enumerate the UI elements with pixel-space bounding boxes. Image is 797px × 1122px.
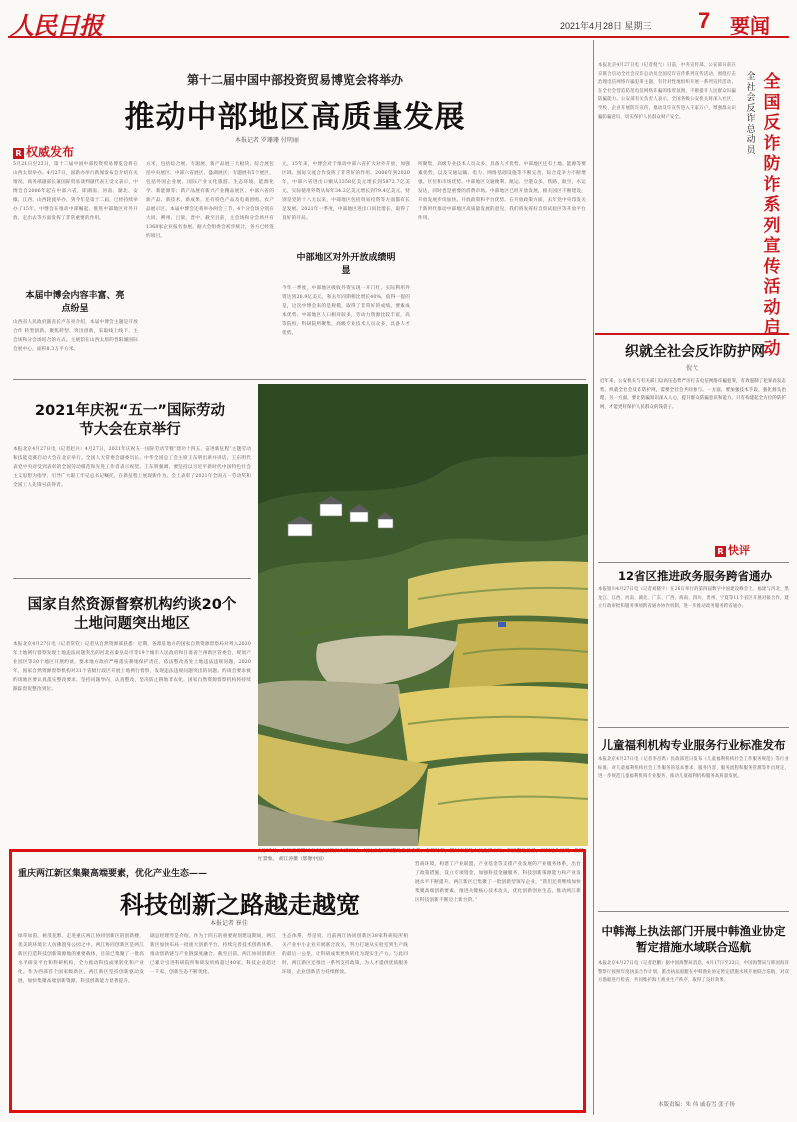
lead-col-3: 元，15年来，中博会对于推动中部六省扩大对外开放，加强区域、国际交流合作发挥了非常好的作用。2006年到2020年，中部六省进出口额从3358亿美元增长到5872.7亿美元，实际使用外资从每年34.2亿美元增长到79.4亿美元。特别是党的十八大以来，中部地区包括贸易投资等方面都有长足发展。2021年一季度，中部地区进出口同比增长，取得了良好的开局。 (282, 162, 410, 221)
issue-date: 2021年4月28日 星期三 (560, 21, 652, 31)
page-editors: 本版责编：朱 伟 戚春雪 张子扬 (658, 1102, 735, 1108)
commentary-author: 倪弋 (686, 365, 699, 372)
lead-byline: 本报记者 罗珊珊 付明丽 (235, 137, 299, 144)
commentary-badge-text: 快评 (728, 544, 750, 557)
commentary-badge (715, 542, 750, 558)
quick-comment-mark-icon: R (715, 546, 726, 557)
story-12-headline: 12省区推进政务服务跨省通办 (617, 569, 772, 583)
lead-col-4: 所聚集，高级专业技术人员众多，具备人才优势。中部地区还有土地、能源等要素优势，以及交通运输、电力、网络基础设施等不断完善，综合竞争力不断增强。区位和市场优势。中部地区交通便利，航运、空港众多，铁路、航空、水运发达，同时也是重要的消费市场。中部地区已经开放发展，相关园区不断建设，开放发展步伐加快。开放政策和平台优势。在开放政策方面，去年党中央印发关于新时代推动中部地区高质量发展的意见，我们将发挥好自贸试验区等开放平台作用。 (418, 162, 586, 221)
science-col-1: 绿草如茵，树茂花繁。走进重庆两江协同创新区的创新楼，优美的环境让人仿佛置身公园之中。两江协同创新区是两江新区打造科技创新策源地的重要载体，目前已集聚了一批高水平研发平台和科研机构，全力推动科技成果转化和产业化。作为西部首个国家级新区，两江新区坚持创新驱动发展，加快集聚高端创新资源，科技创新能力显著提升。 (18, 934, 144, 984)
story-child-headline: 儿童福利机构专业服务行业标准发布 (601, 738, 786, 752)
science-kicker: 重庆两江新区集聚高端要素，优化产业生态—— (18, 869, 208, 879)
column-divider (593, 40, 594, 1115)
antifraud-vertical-title: 全国反诈防诈系列宣传活动启动 (763, 72, 781, 359)
commentary-body: 近年来，公安机关与有关部门以高压态势严厉打击电信网络诈骗犯罪，有效遏制了犯罪高发态势。织就全社会反诈防护网，需要全社会共同参与。一方面，要加强技术手段，强化源头治理；另一方面，要让防骗知识深入人心，提升群众防骗意识和能力。只有构建起全方位的防护网，才能更好保护人民群众的钱袋子。 (600, 379, 786, 410)
page-number: 7 (698, 8, 711, 33)
lead-subhead-1: 本届中博会内容丰富、亮点纷呈 (25, 291, 125, 314)
photo-credit: 胡江涛摄（影像中国） (278, 856, 327, 862)
antifraud-body: 本报北京4月27日电（记者倪弋）日前，中央宣传部、公安部日前在京联合启动全社会反诈总动员全国反诈宣传系列宣传活动，围绕打击治理电信网络诈骗犯罪主题，有针对性地组织开展一系列宣传活动，在全社会营造防范电信网络诈骗的浓厚氛围，不断提升人民群众识骗防骗能力。公安部有关负责人表示，全国各级公安机关将深入社区、学校、企业开展防诈宣传，推动反诈宣传进入千家万户，增强群众识骗防骗意识，切实保护人民群众财产安全。 (598, 63, 736, 120)
science-col-2: 副总经理琴是介绍。作为十四五的重要规划建设期间，两江新区加快布局一批重大创新平台，持续完善技术创新体系，推动创新链与产业链深度融合。截至目前，两江协同创新区已累计引进科研院所和研发机构超过40家，科技企业超过一千家，创新生态不断优化。 (150, 934, 276, 975)
lead-headline: 推动中部地区高质量发展 (124, 100, 466, 135)
masthead (8, 6, 789, 38)
photo-caption-text: 4月25日，在江西省赣州市安远县镇岗乡梯田村，村民正在田间整地准备春耕。春耕时节，赣州市各地农民抢抓农时，积极整地备播，田间地头呈现一派繁忙景象。 (258, 849, 584, 862)
newspaper-logo: 人民日报 (10, 11, 102, 40)
lead-kicker: 第十二届中国中部投资贸易博览会将举办 (186, 73, 403, 87)
mayday-headline: 2021年庆祝“五一”国际劳动节大会在京举行 (35, 403, 225, 438)
lead-bottom-rule (13, 379, 586, 380)
antifraud-vertical-kicker: 全社会反诈总动员 (746, 72, 756, 156)
science-byline: 本报记者 崔佳 (210, 920, 248, 927)
story-fishery-body: 本报北京4月27日电（记者赵鹏）据中国海警局消息，4月17日至23日，中国海警局与韩国海洋警察厅按照年度执法合作计划，派出执法船艇在中韩渔业协定暂定措施水域开展联合巡航，对双方渔船进行检查，共同维护海上渔业生产秩序，取得了良好效果。 (598, 961, 789, 984)
science-col-3: 生态体系，琴是说，目前两江协同创新区38家科研院所相关产业中小企业开展联合攻关，努力打通从实验室到生产线的最后一公里，让科研成果更快转化为现实生产力。与此同时，两江新区还推出一系列支持政策，为人才提供优质服务环境，企业创新活力持续释放。 (282, 934, 408, 975)
lead-subhead-2: 中部地区对外开放成绩明显 (296, 253, 396, 276)
section-label-text: 权威发布 (26, 145, 75, 159)
right-rule-2 (598, 727, 789, 728)
story-12-body: 本报银川4月27日电（记者刘晓宇）在26日举行的第四届数字中国建设峰会上，福建与河北、黑龙江、江西、河南、湖北、广东、广西、海南、四川、贵州、宁夏等11个省区开展对接合作，建立行政审批和服务事项跨省通办协作机制，进一步推动政务服务跨省通办。 (598, 587, 789, 610)
land-body: 本报北京4月27日电（记者常钦）记者从自然资源部获悉：近期，各派驻地方的国家自然资源督察局对列入2020年土地例行督察发现土地违法问题突出的河北省秦皇岛市等19个城市人民政府和甘肃省兰州新区管委会，规划产业园区等20个地区开展约谈，要求地方政府严格落实耕地保护责任，依法整改查处土地违法违规问题。2020年，国家自然资源督察机构对31个省级行政区开展土地例行督察，发现违法违规问题突出的问题。约谈会要求被约谈地区要认真落实整改要求，坚持问题导向，认真整改，坚决防止耕地非农化。国家自然资源督察机构将持续跟踪督促整改到位。 (13, 642, 251, 692)
story-child-body: 本报北京4月27日电（记者李昌禹）民政部近日发布《儿童福利机构社会工作服务规范》等行业标准，对儿童福利机构社会工作服务的基本要求、服务内容、服务流程和服务管理等作出规定，进一步规范儿童福利机构专业服务，推动儿童福利机构服务高质量发展。 (598, 757, 789, 780)
lead-col-1a: 5月21日至23日，第十二届中国中部投资贸易博览会将在山西太原举办。4月27日，国新办举行新闻发布会介绍有关情况。商务部副部长兼国际贸易谈判副代表王受文表示，中博会自2006年起在中部六省，即湖南、河南、湖北、安徽、江西、山西轮流举办，到今年是第十二届，已经持续举办了15年。中博会在推动中部崛起、推进中部地区对外开放、走出去等方面发挥了非常重要的作用。 (13, 162, 138, 221)
lead-col-1b: 山西省人民政府副省长卢东亮介绍，本届中博会主题是开放合作 转型创新。聚焦转型、突出创新，采取线上线下、主会场和分会场结合的方式。主展馆在山西太原的晋阳湖国际会展中心，面积8.3万平方米。 (13, 320, 138, 352)
mayday-bottom-rule (13, 578, 251, 579)
terraced-fields-photo (258, 384, 588, 846)
lead-col-2: 方米，包括综合展、专题展、新产品展三大板块。综合展包括中央展区、中部六省展区、盛湖展区；专题展有5个展区，包括外国企业展、国际产业文化旅游、生态环境、能源化学、新能源等；新产品展有新兴产业精品展区、中部六省的新产品、新技术、新成果，还有特色产品及电商团购、农产品展示区。本届中博会还将举办两会三节，4个分会场分别在大同、朔州、吕梁、晋中，截至目前，主会场和分会场共有1368家企业报名参展。据大会组委会初步统计，各方已经签约项目。 (146, 162, 274, 239)
right-rule-3 (598, 911, 789, 912)
right-rule-1 (598, 562, 789, 563)
story-fishery-headline: 中韩海上执法部门开展中韩渔业协定暂定措施水域联合巡航 (601, 924, 786, 954)
lead-col-3b: 今年一季度，中部地区吸收外资实现一开门红，实际利用外资达到26.9亿美元，和去年同期相比增长40%，值得一提的是，这次中博会来的是规模，取得了非常好的成绩。要素成本优势、中部地区人口相对较多，劳动力资源比较丰富，高等院校、科研院所聚集，高级专业技术人员众多，具备人才优势。 (282, 286, 410, 336)
terraced-fields-illustration (258, 384, 588, 846)
antifraud-vertical-headline (741, 70, 789, 359)
commentary-title: 织就全社会反诈防护网 (625, 344, 765, 360)
section-mark-icon: R (13, 148, 24, 159)
science-headline: 科技创新之路越走越宽 (120, 891, 360, 919)
mayday-body: 本报北京4月27日电（记者赵兵）4月27日，2021年庆祝五一国际劳动节暨“建功十四五、奋进新征程”主题劳动和技能竞赛启动大会在北京举行。全国人大常委会副委员长、中华全国总工会主席王东明出席并讲话。王东明代表党中央对受到表彰的全国劳动模范和先进工作者表示祝贺。王东明强调，要坚持以习近平新时代中国特色社会主义思想为指导，引导广大职工牢记总书记嘱托，在新征程上展现新作为。会上表彰了2021年全国五一劳动奖和全国工人先锋号获得者。 (13, 447, 251, 488)
science-col-4: 营商环境，构建了产业联盟，产业基金等支撑产业发展的产业服务体系，出台了政策措施，设立专项资金，加强科技金融服务，科技创新策源能力和产业发展水平不断提升。两江新区已集聚了一批创新型领军企业。“我们还将继续加快集聚高端创新要素，推进关键核心技术攻关，优化创新创业生态，推动两江新区科技创新不断迈上新台阶。” (415, 862, 581, 903)
section-label (13, 143, 74, 160)
land-headline: 国家自然资源督察机构约谈20个土地问题突出地区 (27, 597, 237, 632)
page-section-name: 要闻 (730, 14, 770, 38)
